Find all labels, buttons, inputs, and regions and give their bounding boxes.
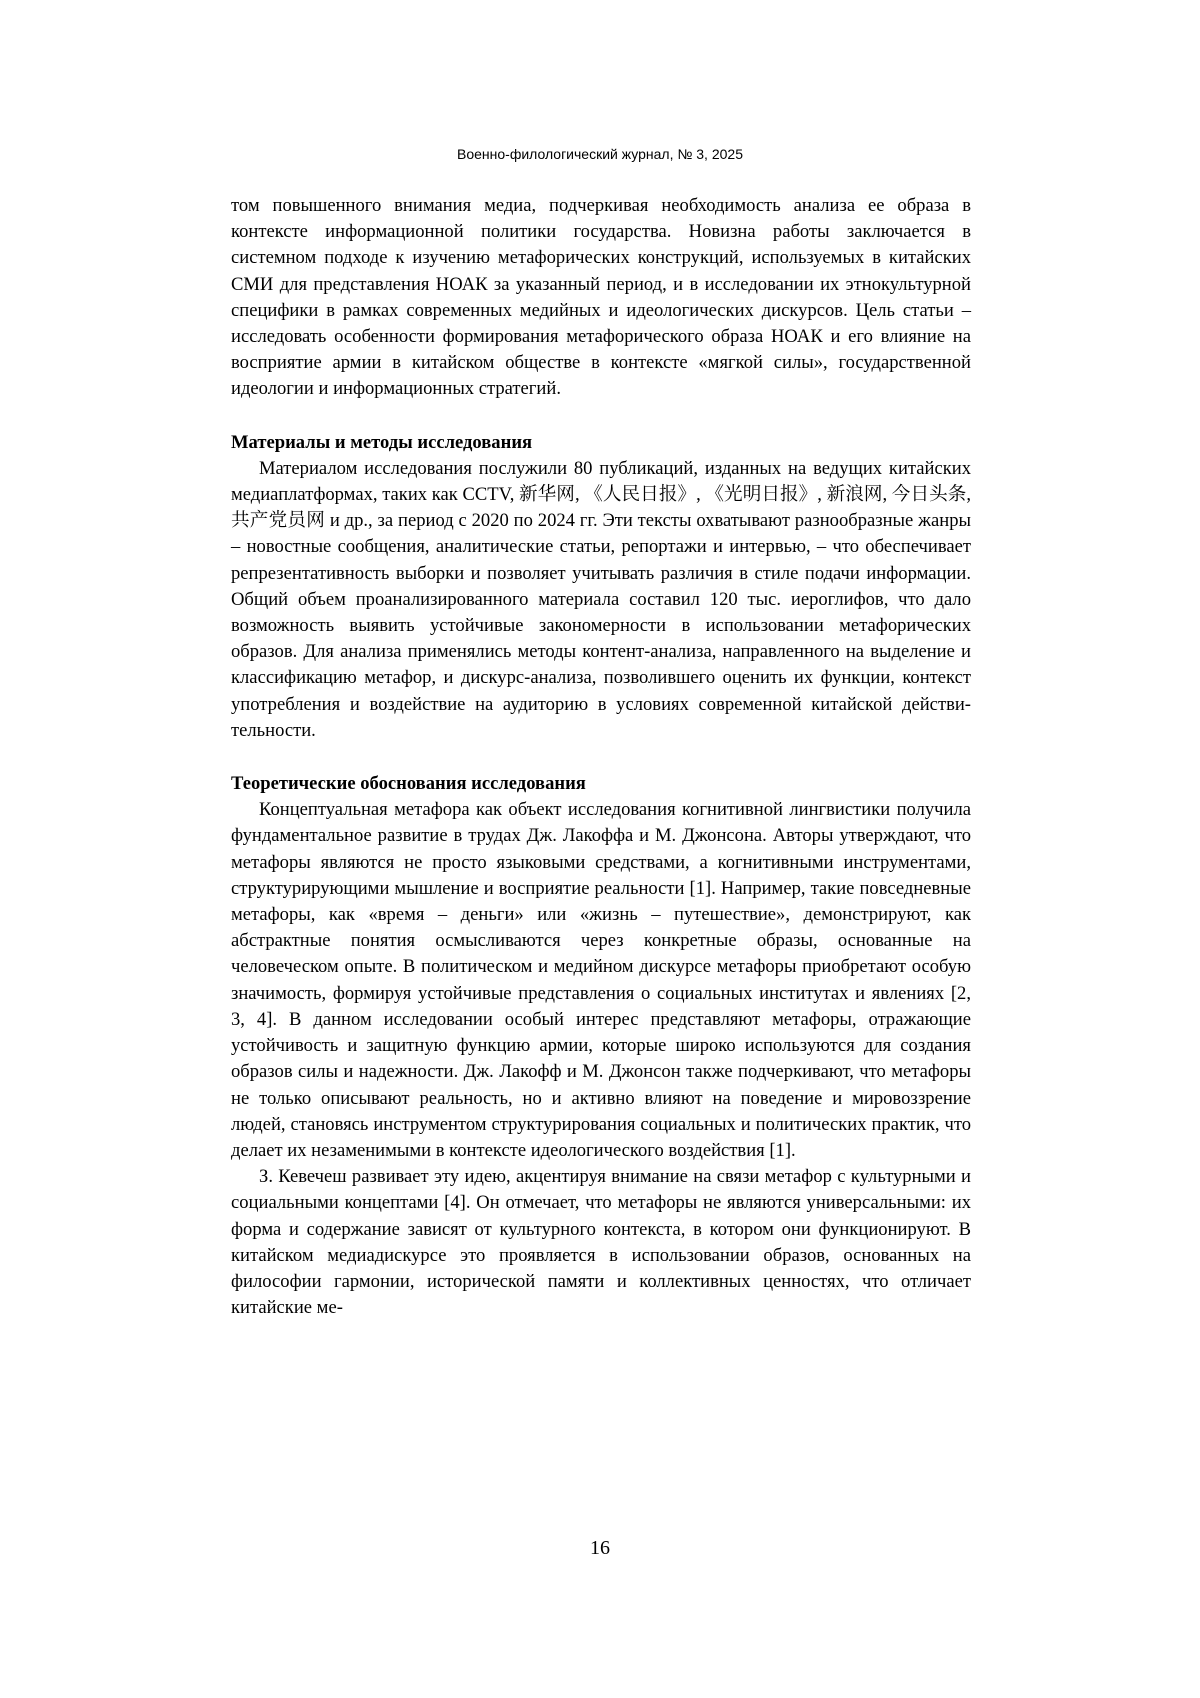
section-heading-theory: Теоретические обоснования исследования [231, 773, 586, 795]
article-body [231, 193, 971, 1321]
theory-paragraph-1: Концептуальная метафора как объект исследования когнитивной лингвистики получила фундаментальное развитие в трудах Дж. Лакоффа и М. Джонсона. Авторы утверждают, что метафоры являются не просто языковыми средствами, а когнитивными инструментами, структурирующими мышление и восприятие реальности [1]. Например, такие повседневные метафоры, как «время – деньги» или «жизнь – путешествие», демонстрируют, как абстрактные понятия осмысливаются через конкретные образы, основанные на человеческом опыте. В политическом и медийном дискурсе метафоры приобретают особую значимость, формируя устойчивые представления о социальных институтах и явлениях [2, 3, 4]. В данном исследовании особый интерес представляют метафоры, отражающие устойчивость и защитную функцию армии, которые широко используются для создания образов силы и надежности. Дж. Лакофф и М. Джонсон также подчеркивают, что метафоры не только описывают реальность, но и активно влияют на поведение и мировоззрение людей, становясь инструментом структурирования социальных и политических практик, что делает их незаменимыми в контексте идеологического воздействия [1]. [231, 799, 971, 1161]
intro-paragraph: том повышенного внимания медиа, подчеркивая необходимость анализа ее образа в контексте информационной политики государства. Новизна работы заключается в системном подходе к изучению метафорических конструкций, используемых в китайских СМИ для представления НОАК за указанный период, и в исследовании их этнокультурной специфики в рамках современных медийных и идеологических дискурсов. Цель статьи – исследовать особенности формирования метафорического образа НОАК и его влияние на восприятие армии в китайском обществе в контексте «мягкой силы», государственной идеологии и информационных стратегий. [231, 195, 971, 400]
materials-paragraph: Материалом исследования послужили 80 публикаций, изданных на ведущих китайских медиаплатформах, таких как CCTV, 新华网, 《人民日报》, 《光明日报》, 新浪网, 今日头条, 共产党员网 и др., за период с 2020 по 2024 гг. Эти тексты охватывают разнообразные жанры – новостные сообщения, аналитические статьи, репортажи и интервью, – что обеспечивает репрезентативность выборки и позволяет учитывать различия в стиле подачи информации. Общий объем проанализированного материала составил 120 тыс. иероглифов, что дало возможность выявить устойчивые закономерности в использовании метафорических образов. Для анализа применялись методы контент-анализа, направленного на выделение и классификацию метафор, и дискурс-анализа, позволившего оценить их функции, контекст употребления и воздействие на аудиторию в условиях современной китайской действительности. [231, 457, 971, 741]
running-header: Военно-филологический журнал, № 3, 2025 [457, 146, 743, 162]
theory-paragraph-2: З. Кевечеш развивает эту идею, акцентируя внимание на связи метафор с культурными и социальными концептами [4]. Он отмечает, что метафоры не являются универсальными: их форма и содержание зависят от культурного контекста, в котором они функционируют. В китайском медиадискурсе это проявляется в использовании образов, основанных на философии гармонии, исторической памяти и коллективных ценностях, что отличает китайские ме- [231, 1166, 971, 1319]
section-heading-materials: Материалы и методы исследования [231, 431, 533, 453]
page-number: 16 [590, 1537, 610, 1559]
